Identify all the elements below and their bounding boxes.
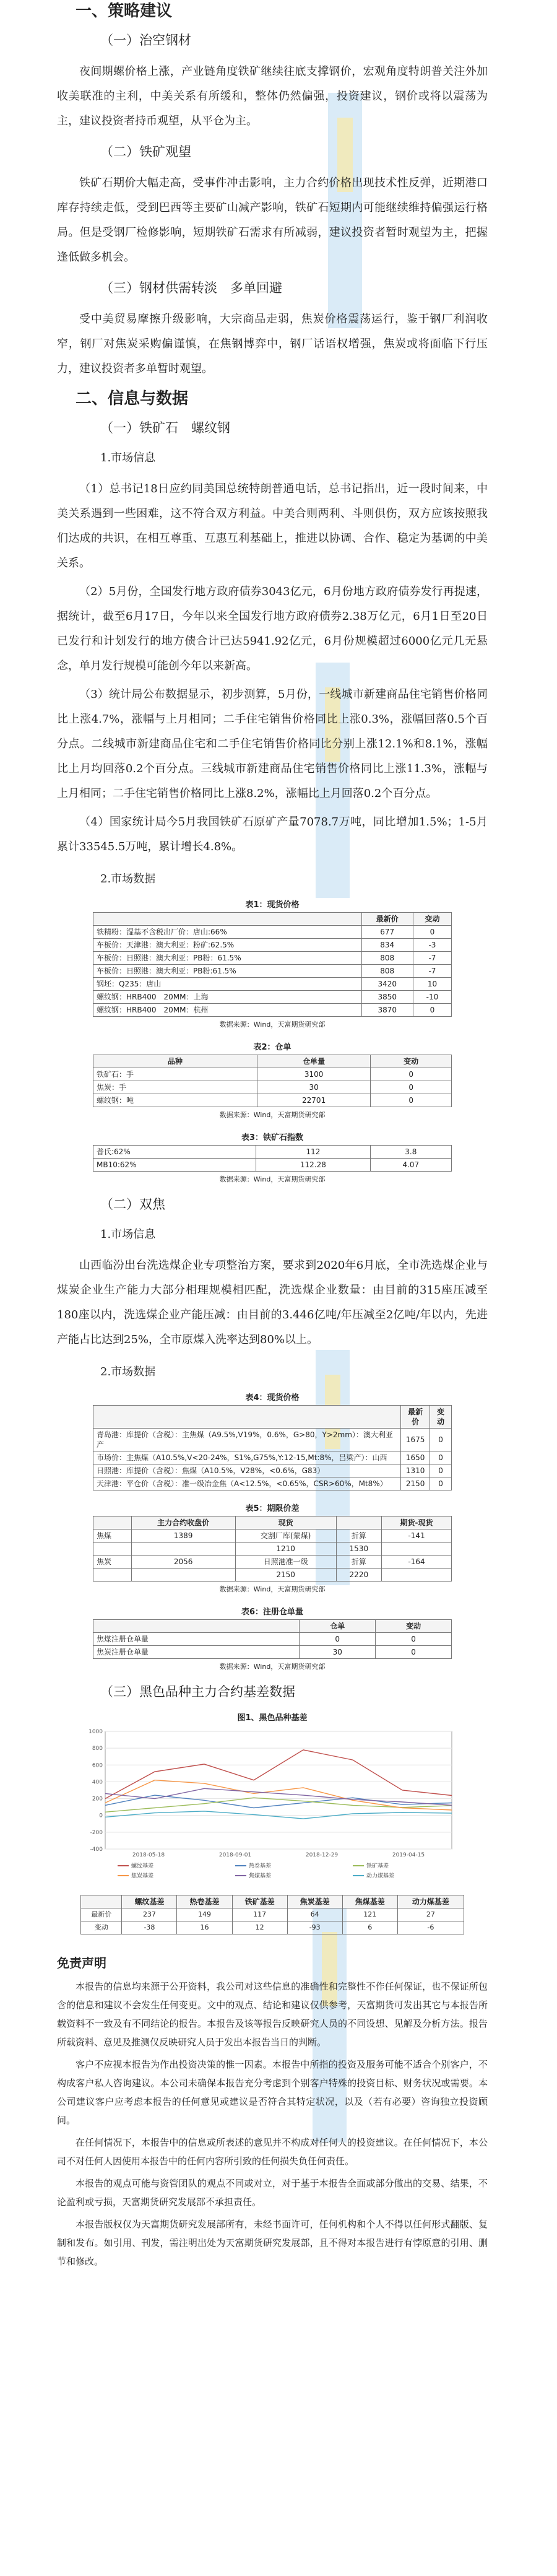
table-cell: 112 (256, 1146, 371, 1159)
subsection-title: （二）铁矿观望 (100, 144, 191, 159)
table-cell: 1210 (235, 1543, 336, 1556)
table-cell: -38 (122, 1921, 177, 1934)
table-cell: 焦炭：手 (93, 1081, 257, 1094)
paragraph: 夜间期螺价格上涨，产业链角度铁矿继续往底支撑钢价，宏观角度特朗普关注外加收美联准的主利，中美关系有所缓和，整体仍然偏强，投资建议，钢价或将以震荡为主，建议投资者持币观望，从平仓为主。 (57, 65, 488, 128)
table-header-cell (81, 1895, 122, 1908)
table-row (93, 952, 452, 965)
table-row (93, 1646, 452, 1659)
table-coal-spot (93, 1391, 452, 1490)
table-row (93, 1004, 452, 1017)
table-row (93, 965, 452, 978)
paragraph: 铁矿石期价大幅走高，受事件冲击影响，主力合约价格出现技术性反弹，近期港口库存持续走低，受到巴西等主要矿山减产影响，铁矿石短期内可能继续维持偏强运行格局。但是受钢厂检修影响，短期铁矿石需求有所减弱，建议投资者暂时观望为主，把握逢低做多机会。 (57, 176, 488, 264)
table-cell: -141 (382, 1530, 452, 1543)
table-header-cell: 变动 (371, 1055, 452, 1068)
y-tick-label: 200 (92, 1796, 103, 1803)
table-cell: 4.07 (370, 1159, 451, 1172)
table-row (93, 1146, 452, 1159)
table-header-row (81, 1895, 464, 1908)
table-cell: 螺纹钢：HRB400 20MM：杭州 (93, 1004, 362, 1017)
section-title: 二、信息与数据 (76, 389, 189, 408)
table-cell: -7 (413, 952, 451, 965)
table-header-row (93, 1055, 452, 1068)
table-cell: 0 (371, 1081, 452, 1094)
y-tick-label: 800 (92, 1746, 103, 1752)
table-row (93, 1451, 452, 1464)
table-row (93, 1633, 452, 1646)
table-cell: 铁矿石：手 (93, 1068, 257, 1081)
table-header-cell: 螺纹基差 (122, 1895, 177, 1908)
paragraph: 受中美贸易摩擦升级影响，大宗商品走弱，焦炭价格震荡运行，鉴于钢厂利润收窄，钢厂对焦炭采购偏谨慎，在焦钢博弈中，钢厂话语权增强，焦炭或将面临下行压力，建议投资者多单暂时观望。 (57, 313, 488, 375)
table-cell: 22701 (257, 1094, 370, 1107)
table-cell: 青岛港：库提价（含税）：主焦煤（A9.5%,V19%，0.6%，G>80，Y>2mm）：澳大利亚产 (93, 1429, 401, 1451)
table-cell (93, 1569, 132, 1582)
table-header-cell: 期货-现货 (382, 1516, 452, 1530)
table-cell: 1310 (401, 1464, 430, 1477)
table-title: 表1：现货价格 (245, 900, 300, 910)
table-header-cell: 最新价 (401, 1406, 430, 1429)
table-cell: 3420 (361, 978, 413, 991)
legend-label: 热卷基差 (249, 1863, 272, 1869)
table-source: 数据来源：Wind，天富期货研究部 (219, 1020, 326, 1029)
table-cell: 焦煤 (93, 1530, 132, 1543)
table-header-cell: 最新价 (361, 913, 413, 926)
table-cell: 2150 (235, 1569, 336, 1582)
table-cell: 808 (361, 965, 413, 978)
table-cell: 30 (257, 1081, 370, 1094)
subsection-title: （二）双焦 (100, 1197, 165, 1212)
table-cell: 车板价：日照港：澳大利亚：PB粉:61.5% (93, 965, 362, 978)
table-cell: 2056 (131, 1556, 235, 1569)
series-line-动力煤基差 (105, 1811, 452, 1819)
table-row (93, 1543, 452, 1556)
y-tick-label: -400 (90, 1847, 103, 1853)
table-cell: -7 (413, 965, 451, 978)
table-title: 表3：铁矿石指数 (241, 1133, 304, 1142)
table-row (93, 1556, 452, 1569)
table-cell: 0 (430, 1464, 452, 1477)
table-cell: 149 (177, 1908, 232, 1921)
table-cell (131, 1543, 235, 1556)
table-cell: MB10:62% (93, 1159, 256, 1172)
table-header-row (93, 913, 452, 926)
paragraph: 本报告的观点可能与资管团队的观点不同或对立，对于基于本报告全面或部分做出的交易、结果，不论盈利或亏损，天富期货研究发展部不承担责任。 (57, 2178, 488, 2208)
subsection-title: （一）治空钢材 (100, 33, 191, 48)
table-cell: 2220 (336, 1569, 381, 1582)
table-cell: 1650 (401, 1451, 430, 1464)
table-row (93, 1530, 452, 1543)
table-cell: -93 (287, 1921, 342, 1934)
chart-svg (80, 1725, 464, 1892)
table-source: 数据来源：Wind，天富期货研究部 (219, 1175, 326, 1183)
table-cell: 0 (413, 1004, 451, 1017)
y-tick-label: 400 (92, 1779, 103, 1786)
table-cell: 0 (430, 1429, 452, 1451)
table-cell (382, 1543, 452, 1556)
table-header-cell (93, 913, 362, 926)
table-cell: 车板价：天津港：澳大利亚：粉矿:62.5% (93, 939, 362, 952)
table-source: 数据来源：Wind，天富期货研究部 (219, 1585, 326, 1593)
table-cell: 0 (430, 1477, 452, 1490)
x-tick-label: 2018-05-18 (132, 1852, 165, 1858)
x-tick-label: 2019-04-15 (392, 1852, 425, 1858)
table-cell: 121 (342, 1908, 397, 1921)
legend-label: 螺纹基差 (131, 1863, 154, 1869)
table-cell (93, 1543, 132, 1556)
table-cell: 最新价 (81, 1908, 122, 1921)
table-row (93, 1464, 452, 1477)
paragraph: （3）统计局公布数据显示，初步测算，5月份，一线城市新建商品住宅销售价格同比上涨4.7%，涨幅与上月相同；二手住宅销售价格同比上涨0.3%，涨幅回落0.5个百分点。二线城市新建商品住宅和二手住宅销售价格同比分别上涨12.1%和8.1%，涨幅比上月均回落0.2个百分点。三线城市新建商品住宅销售价格同比上涨11.3%，涨幅与上月相同；二手住宅销售价格同比上涨8.2%，涨幅比上月回落0.2个百分点。 (57, 688, 488, 800)
disclaimer (57, 1953, 488, 2271)
series-line-螺纹基差 (105, 1750, 452, 1799)
table-cell: 折算 (336, 1530, 381, 1543)
table-warehouse (93, 1040, 452, 1120)
table-header-cell: 热卷基差 (177, 1895, 232, 1908)
table-header-cell (336, 1516, 381, 1530)
table-cell: 0 (300, 1633, 376, 1646)
table-header-cell: 铁矿基差 (232, 1895, 287, 1908)
table-cell: 3850 (361, 991, 413, 1004)
legend-label: 铁矿基差 (366, 1863, 389, 1869)
paragraph: 本报告的信息均来源于公开资料，我公司对这些信息的准确性和完整性不作任何保证，也不保证所包含的信息和建议不会发生任何变更。文中的观点、结论和建议仅供参考，天富期货可发出其它与本报告所载资料不一致及有不同结论的报告。本报告及该等报告反映研究人员的不同设想、见解及分析方法。报告所载资料、意见及推测仅反映研究人员于发出本报告当日的判断。 (57, 1981, 488, 2048)
subsection-title: （一）铁矿石 螺纹钢 (100, 420, 230, 435)
table-cell: 天津港：平仓价（含税）：准一级冶金焦（A<12.5%，<0.65%，CSR>60%，Mt8%） (93, 1477, 401, 1490)
y-tick-label: 600 (92, 1762, 103, 1769)
table-cell: 12 (232, 1921, 287, 1934)
x-tick-label: 2018-09-01 (218, 1852, 252, 1858)
table-cell: 0 (376, 1633, 452, 1646)
x-tick-label: 2018-12-29 (305, 1852, 339, 1858)
chart-title: 图1、黑色品种基差 (237, 1713, 308, 1723)
paragraph: 客户不应视本报告为作出投资决策的惟一因素。本报告中所指的投资及服务可能不适合个别客户，不构成客户私人咨询建议。本公司未确保本报告充分考虑到个别客户特殊的投资目标、财务状况或需要。本公司建议客户应考虑本报告的任何意见或建议是否符合其特定状况，以及（若有必要）咨询独立投资顾问。 (57, 2059, 488, 2126)
table-header-cell: 变动 (430, 1406, 452, 1429)
table-cell: 64 (287, 1908, 342, 1921)
legend-label: 动力煤基差 (366, 1873, 395, 1879)
table-cell: 车板价：日照港：澳大利亚：PB粉：61.5% (93, 952, 362, 965)
table-cell: 2150 (401, 1477, 430, 1490)
table-cell: 0 (371, 1094, 452, 1107)
table-cell: 808 (361, 952, 413, 965)
table-row (81, 1921, 464, 1934)
y-tick-label: 1000 (89, 1729, 103, 1735)
table-header-cell (93, 1516, 132, 1530)
table-cell: 3870 (361, 1004, 413, 1017)
table-header-row (93, 1406, 452, 1429)
paragraph: 山西临汾出台洗选煤企业专项整治方案，要求到2020年6月底，全市洗选煤企业与煤炭企业生产能力大部分相理规模相匹配，洗选煤企业数量：由目前的315座压减至180座以内，洗选煤企业产能压减：由目前的3.446亿吨/年压减至2亿吨/年以内，先进产能占比达到25%，全市原煤入洗率达到80%以上。 (57, 1259, 488, 1346)
section-title: 一、策略建议 (76, 2, 173, 20)
table-title: 表6：注册仓单量 (241, 1608, 304, 1617)
table-cell: 10 (413, 978, 451, 991)
table-row (93, 939, 452, 952)
table-cell: 117 (232, 1908, 287, 1921)
table-cell: 6 (342, 1921, 397, 1934)
table-cell: 市场价：主焦煤（A10.5%,V<20-24%，S1%,G75%,Y:12-15,Mt:8%，吕梁产）：山西 (93, 1451, 401, 1464)
table-row (93, 1429, 452, 1451)
table-cell: -3 (413, 939, 451, 952)
table-header-cell (93, 1620, 300, 1633)
table-header-cell: 仓单量 (257, 1055, 370, 1068)
table-cell: 3.8 (370, 1146, 451, 1159)
table-title: 表2：仓单 (253, 1043, 291, 1052)
legend-label: 焦煤基差 (249, 1873, 272, 1879)
table-source: 数据来源：Wind，天富期货研究部 (219, 1663, 326, 1671)
sub-heading: 1.市场信息 (100, 1228, 156, 1241)
table-row (81, 1908, 464, 1921)
table-header-cell: 动力煤基差 (397, 1895, 464, 1908)
subsection-title: （三）钢材供需转淡 多单回避 (100, 281, 282, 295)
table-cell: 1675 (401, 1429, 430, 1451)
table-row (93, 1094, 452, 1107)
table-cell: 0 (430, 1451, 452, 1464)
table-header-cell: 主力合约收盘价 (131, 1516, 235, 1530)
table-cell: 16 (177, 1921, 232, 1934)
table-registered-receipts (93, 1605, 452, 1671)
table-cell: 834 (361, 939, 413, 952)
table-cell: 焦煤注册仓单量 (93, 1633, 300, 1646)
table-cell: 焦炭注册仓单量 (93, 1646, 300, 1659)
table-header-cell: 变动 (376, 1620, 452, 1633)
table-cell: -164 (382, 1556, 452, 1569)
sub-heading: 1.市场信息 (100, 451, 156, 464)
table-cell: -6 (397, 1921, 464, 1934)
table-cell: 铁精粉：湿基不含税出厂价：唐山:66% (93, 926, 362, 939)
table-header-cell: 焦炭基差 (287, 1895, 342, 1908)
table-header-row (93, 1620, 452, 1633)
table-row (93, 991, 452, 1004)
table-ore-index (93, 1131, 452, 1184)
legend-label: 焦炭基差 (131, 1873, 154, 1879)
table-source: 数据来源：Wind，天富期货研究部 (219, 1111, 326, 1119)
table-cell: 3100 (257, 1068, 370, 1081)
table-cell: 钢坯：Q235：唐山 (93, 978, 362, 991)
table-title: 表4：现货价格 (245, 1393, 300, 1403)
table-cell: 变动 (81, 1921, 122, 1934)
table-cell: 0 (376, 1646, 452, 1659)
paragraph: （4）国家统计局今5月我国铁矿石原矿产量7078.7万吨，同比增加1.5%；1-5月累计33545.5万吨，累计增长4.8%。 (57, 816, 488, 853)
table-cell: 1530 (336, 1543, 381, 1556)
table-row (93, 1477, 452, 1490)
table-header-cell: 品种 (93, 1055, 257, 1068)
table-cell (131, 1569, 235, 1582)
table-header-cell: 现货 (235, 1516, 336, 1530)
table-cell: 日照港：库提价（含税）：焦煤（A10.5%，V28%，<0.6%，G83） (93, 1464, 401, 1477)
subsection-title: （三）黑色品种主力合约基差数据 (100, 1684, 295, 1699)
sub-heading: 2.市场数据 (100, 1365, 156, 1378)
table-cell: 677 (361, 926, 413, 939)
paragraph: 本报告版权仅为天富期货研究发展部所有，未经书面许可，任何机构和个人不得以任何形式翻版、复制和发布。如引用、刊发，需注明出处为天富期货研究发展部，且不得对本报告进行有悖原意的引用、删节和修改。 (57, 2219, 488, 2267)
table-cell: 普氏:62% (93, 1146, 256, 1159)
table-row (93, 1081, 452, 1094)
table-cell: 112.28 (256, 1159, 371, 1172)
table-cell: 0 (371, 1068, 452, 1081)
table-cell: 螺纹钢：吨 (93, 1094, 257, 1107)
disclaimer-title: 免责声明 (57, 1956, 106, 1970)
table-cell: 27 (397, 1908, 464, 1921)
table-cell: 焦炭 (93, 1556, 132, 1569)
paragraph: （2）5月份，全国发行地方政府债券3043亿元，6月份地方政府债券发行再提速，据统计，截至6月17日，今年以来全国发行地方政府债券2.38万亿元，6月1日至20日已发行和计划发行的地方债合计已达5941.92亿元，6月份规模超过6000亿元几无悬念，单月发行规模可能创今年以来新高。 (57, 585, 488, 672)
table-cell: 1389 (131, 1530, 235, 1543)
table-row (93, 978, 452, 991)
y-tick-label: -200 (90, 1829, 103, 1836)
table-row (93, 1159, 452, 1172)
table-row (93, 1569, 452, 1582)
table-cell: 237 (122, 1908, 177, 1921)
table-cell (382, 1569, 452, 1582)
table-cell: 30 (300, 1646, 376, 1659)
paragraph: （1）总书记18日应约同美国总统特朗普通电话，总书记指出，近一段时间来，中美关系遇到一些困难，这不符合双方利益。中美合则两利、斗则俱伤，双方应该按照我们达成的共识，在相互尊重、互惠互利基础上，推进以协调、合作、稳定为基调的中美关系。 (57, 482, 488, 570)
table-header-cell: 仓单 (300, 1620, 376, 1633)
table-cell: 螺纹钢：HRB400 20MM：上海 (93, 991, 362, 1004)
table-header-cell: 变动 (413, 913, 451, 926)
table-spot-price (93, 898, 452, 1029)
table-cell: 交割厂库(蒙煤) (235, 1530, 336, 1543)
table-cell: 折算 (336, 1556, 381, 1569)
table-cell: 0 (413, 926, 451, 939)
y-tick-label: 0 (99, 1812, 103, 1819)
sub-heading: 2.市场数据 (100, 872, 156, 886)
table-header-cell (93, 1406, 401, 1429)
table-row (93, 1068, 452, 1081)
basis-chart (80, 1711, 464, 1934)
paragraph: 在任何情况下，本报告中的信息或所表述的意见并不构成对任何人的投资建议。在任何情况下，本公司不对任何人因使用本报告中的任何内容所引致的任何损失负任何责任。 (57, 2137, 488, 2167)
table-cell: -10 (413, 991, 451, 1004)
table-header-cell: 焦煤基差 (342, 1895, 397, 1908)
table-title: 表5：期限价差 (245, 1504, 300, 1513)
table-header-row (93, 1516, 452, 1530)
table-cell: 日照港准一级 (235, 1556, 336, 1569)
table-row (93, 926, 452, 939)
table-basis (93, 1502, 452, 1594)
